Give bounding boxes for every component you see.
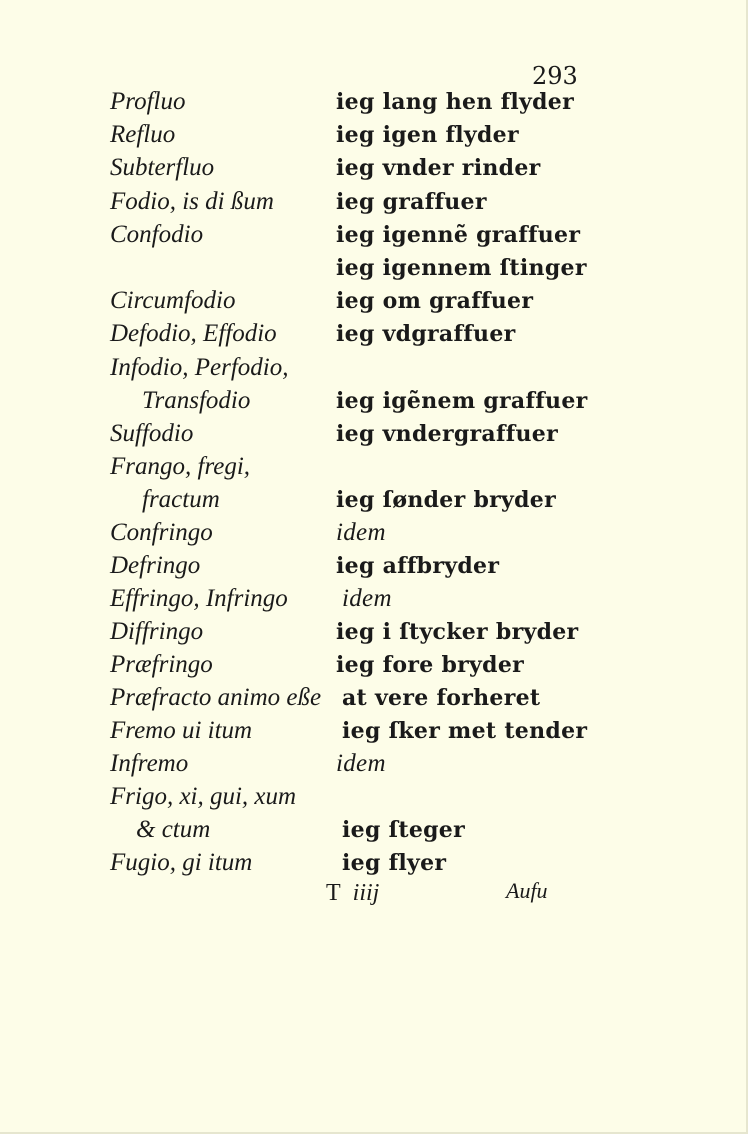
entry-row	[0, 681, 746, 715]
latin-term: Præfringo	[110, 651, 213, 678]
danish-translation: ieg lang hen flyder	[336, 89, 574, 115]
signature-mark	[326, 880, 379, 907]
latin-term: Fodio, is di ßum	[110, 188, 274, 215]
latin-term: Diffringo	[110, 618, 204, 645]
signature-number: iiij	[352, 880, 380, 906]
page-number: 293	[532, 62, 578, 90]
entry-row	[0, 185, 746, 219]
danish-translation: ieg ſønder bryder	[336, 487, 556, 513]
danish-translation: ieg flyer	[342, 850, 447, 876]
latin-term: Infodio, Perfodio,	[110, 354, 289, 381]
entry-row	[0, 648, 746, 682]
entry-row	[0, 218, 746, 252]
danish-translation: ieg vndergraffuer	[336, 421, 558, 447]
danish-translation: ieg vnder rinder	[336, 155, 541, 181]
entry-row	[0, 417, 746, 451]
entry-row	[0, 615, 746, 649]
entry-row	[0, 780, 746, 814]
latin-term: Defringo	[110, 552, 201, 579]
danish-translation: at vere forheret	[342, 685, 541, 711]
danish-translation: ieg vdgraffuer	[336, 321, 516, 347]
entry-row	[0, 582, 746, 616]
entry-row	[0, 118, 746, 152]
danish-translation: idem	[336, 750, 386, 777]
entry-row	[0, 251, 746, 285]
entry-row	[0, 450, 746, 484]
danish-translation: ieg igennẽ graffuer	[336, 222, 581, 248]
latin-term: Fugio, gi itum	[110, 849, 253, 876]
signature-letter: T	[326, 880, 341, 906]
latin-term: Infremo	[110, 750, 189, 777]
danish-translation: ieg affbryder	[336, 553, 500, 579]
entry-row	[0, 846, 746, 880]
entry-row	[0, 714, 746, 748]
entry-row	[0, 284, 746, 318]
latin-term: Profluo	[110, 88, 186, 115]
latin-term: Suffodio	[110, 420, 194, 447]
latin-term: Transfodio	[142, 387, 251, 414]
danish-translation: ieg ſker met tender	[342, 718, 588, 744]
danish-translation: ieg igennem ſtinger	[336, 255, 587, 281]
danish-translation: ieg igẽnem graffuer	[336, 388, 588, 414]
entry-row	[0, 85, 746, 119]
latin-term: Fremo ui itum	[110, 717, 253, 744]
latin-term: & ctum	[136, 816, 211, 843]
latin-term: Frango, fregi,	[110, 453, 251, 480]
entry-row	[0, 747, 746, 781]
entry-row	[0, 317, 746, 351]
danish-translation: ieg graffuer	[336, 189, 487, 215]
latin-term: Defodio, Effodio	[110, 320, 277, 347]
latin-term: fractum	[142, 486, 220, 513]
latin-term: Præfracto animo eße	[110, 684, 322, 711]
danish-translation: idem	[342, 585, 392, 612]
entry-row	[0, 516, 746, 550]
latin-term: Effringo, Infringo	[110, 585, 288, 612]
latin-term: Confodio	[110, 221, 204, 248]
entry-row	[0, 384, 746, 418]
danish-translation: ieg igen flyder	[336, 122, 519, 148]
latin-term: Circumfodio	[110, 287, 236, 314]
latin-term: Frigo, xi, gui, xum	[110, 783, 297, 810]
latin-term: Refluo	[110, 121, 176, 148]
catchword: Aufu	[506, 878, 548, 903]
danish-translation: ieg fore bryder	[336, 652, 525, 678]
latin-term: Subterfluo	[110, 154, 215, 181]
entry-row	[0, 351, 746, 385]
danish-translation: idem	[336, 519, 386, 546]
latin-term: Confringo	[110, 519, 213, 546]
danish-translation: ieg om graffuer	[336, 288, 534, 314]
danish-translation: ieg ſteger	[342, 817, 465, 843]
entry-row	[0, 813, 746, 847]
entry-row	[0, 483, 746, 517]
danish-translation: ieg i ſtycker bryder	[336, 619, 579, 645]
entry-row	[0, 549, 746, 583]
entry-row	[0, 151, 746, 185]
